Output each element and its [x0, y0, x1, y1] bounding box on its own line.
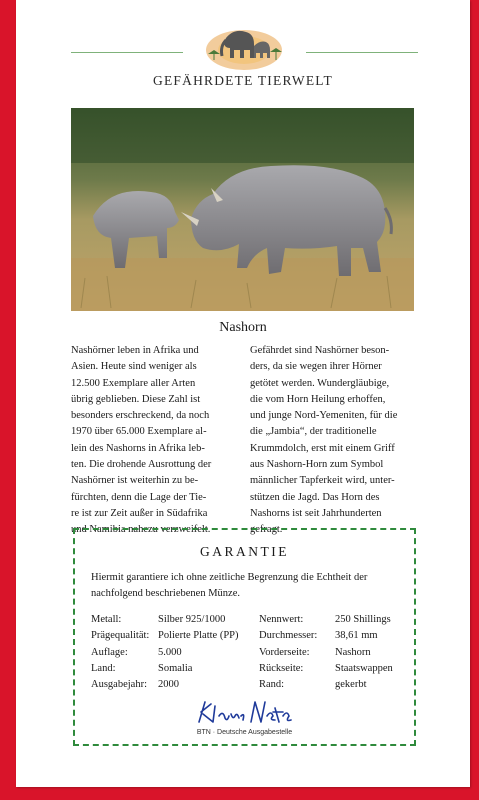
spec-value: gekerbt [335, 679, 367, 691]
text-line: 1970 über 65.000 Exemplare al- [71, 426, 207, 438]
certificate-card [16, 0, 470, 787]
spec-label: Metall: [91, 614, 122, 625]
specs-right [259, 612, 393, 693]
spec-value: 250 Shillings [335, 614, 391, 625]
text-line: Gefährdet sind Nashörner beson- [250, 345, 390, 356]
text-line: aus Nashorn-Horn zum Symbol [250, 459, 384, 471]
text-line: re ist zur Zeit außer in Südafrika [71, 507, 208, 519]
header-divider-left [71, 52, 183, 53]
series-title: GEFÄHRDETE TIERWELT [153, 73, 333, 88]
text-line: die „Jambia“, der traditionelle [250, 426, 377, 438]
text-line: Nashorns ist seit Jahrhunderten [250, 507, 382, 519]
spec-row [259, 628, 393, 644]
text-line: ten. Die drohende Ausrottung der [71, 459, 212, 471]
spec-row [259, 661, 393, 677]
spec-row [91, 661, 239, 677]
text-line: stützen die Jagd. Das Horn des [250, 491, 380, 503]
elephants-logo-icon [204, 20, 284, 72]
spec-value: 2000 [158, 679, 179, 691]
spec-value: Silber 925/1000 [158, 614, 226, 625]
spec-row [259, 645, 393, 661]
spec-label: Vorderseite: [259, 646, 310, 658]
text-line: Nashörner ist weiterhin zu be- [71, 475, 199, 487]
spec-row [91, 628, 239, 644]
spec-value: Somalia [158, 662, 193, 674]
spec-label: Durchmesser: [259, 630, 318, 642]
spec-label: Rückseite: [259, 662, 304, 674]
text-line: lein des Nashorns in Afrika leb- [71, 442, 205, 454]
text-line: 12.500 Exemplare aller Arten [71, 377, 196, 389]
specs-left [91, 612, 239, 693]
signature-image [195, 698, 295, 728]
article-text-left [71, 343, 240, 539]
text-line: männlicher Tapferkeit wird, unter- [250, 475, 395, 487]
text-line: und Namibia nahezu verzweifelt. [71, 524, 211, 536]
text-line: und junge Nord-Yemeniten, für die [250, 410, 398, 422]
spec-row [91, 612, 239, 628]
text-line: gefragt. [250, 524, 283, 536]
spec-label: Ausgabejahr: [91, 679, 147, 691]
header-divider-right [306, 52, 418, 53]
spec-row [91, 677, 239, 693]
spec-row [91, 645, 239, 661]
spec-row [259, 612, 393, 628]
spec-label: Auflage: [91, 646, 128, 658]
spec-label: Rand: [259, 679, 285, 691]
text-line: besonders erschreckend, da noch [71, 410, 210, 422]
spec-label: Prägequalität: [91, 630, 150, 642]
text-line: übrig geblieben. Diese Zahl ist [71, 393, 201, 405]
spec-value: Nashorn [335, 646, 371, 658]
guarantee-text: Hiermit garantiere ich ohne zeitliche Begrenzung die Echtheit der nachfolgend beschriebenen Münze. [91, 572, 368, 599]
guarantee-box [73, 528, 416, 746]
spec-value: 5.000 [158, 646, 182, 658]
text-line: die vom Horn Heilung erhoffen, [250, 393, 386, 405]
text-line: Krummdolch, erst mit einem Griff [250, 442, 395, 454]
rhinoceros-photo [71, 108, 414, 311]
spec-label: Land: [91, 662, 116, 674]
spec-value: 38,61 mm [335, 630, 378, 642]
text-line: fürchten, denn die Lage der Tie- [71, 491, 207, 503]
issuer-caption: BTN · Deutsche Ausgabestelle [196, 729, 293, 736]
spec-row [259, 677, 393, 693]
article-text-right [250, 343, 419, 539]
article-title: Nashorn [219, 320, 267, 335]
guarantee-title: GARANTIE [200, 544, 289, 559]
spec-value: Staatswappen [335, 662, 393, 674]
text-line: Nashörner leben in Afrika und [71, 345, 199, 356]
text-line: ders, da sie wegen ihrer Hörner [250, 361, 382, 373]
spec-value: Polierte Platte (PP) [158, 630, 239, 642]
text-line: getötet werden. Wundergläubige, [250, 377, 390, 389]
text-line: Asien. Heute sind weniger als [71, 361, 197, 373]
spec-label: Nennwert: [259, 614, 304, 625]
